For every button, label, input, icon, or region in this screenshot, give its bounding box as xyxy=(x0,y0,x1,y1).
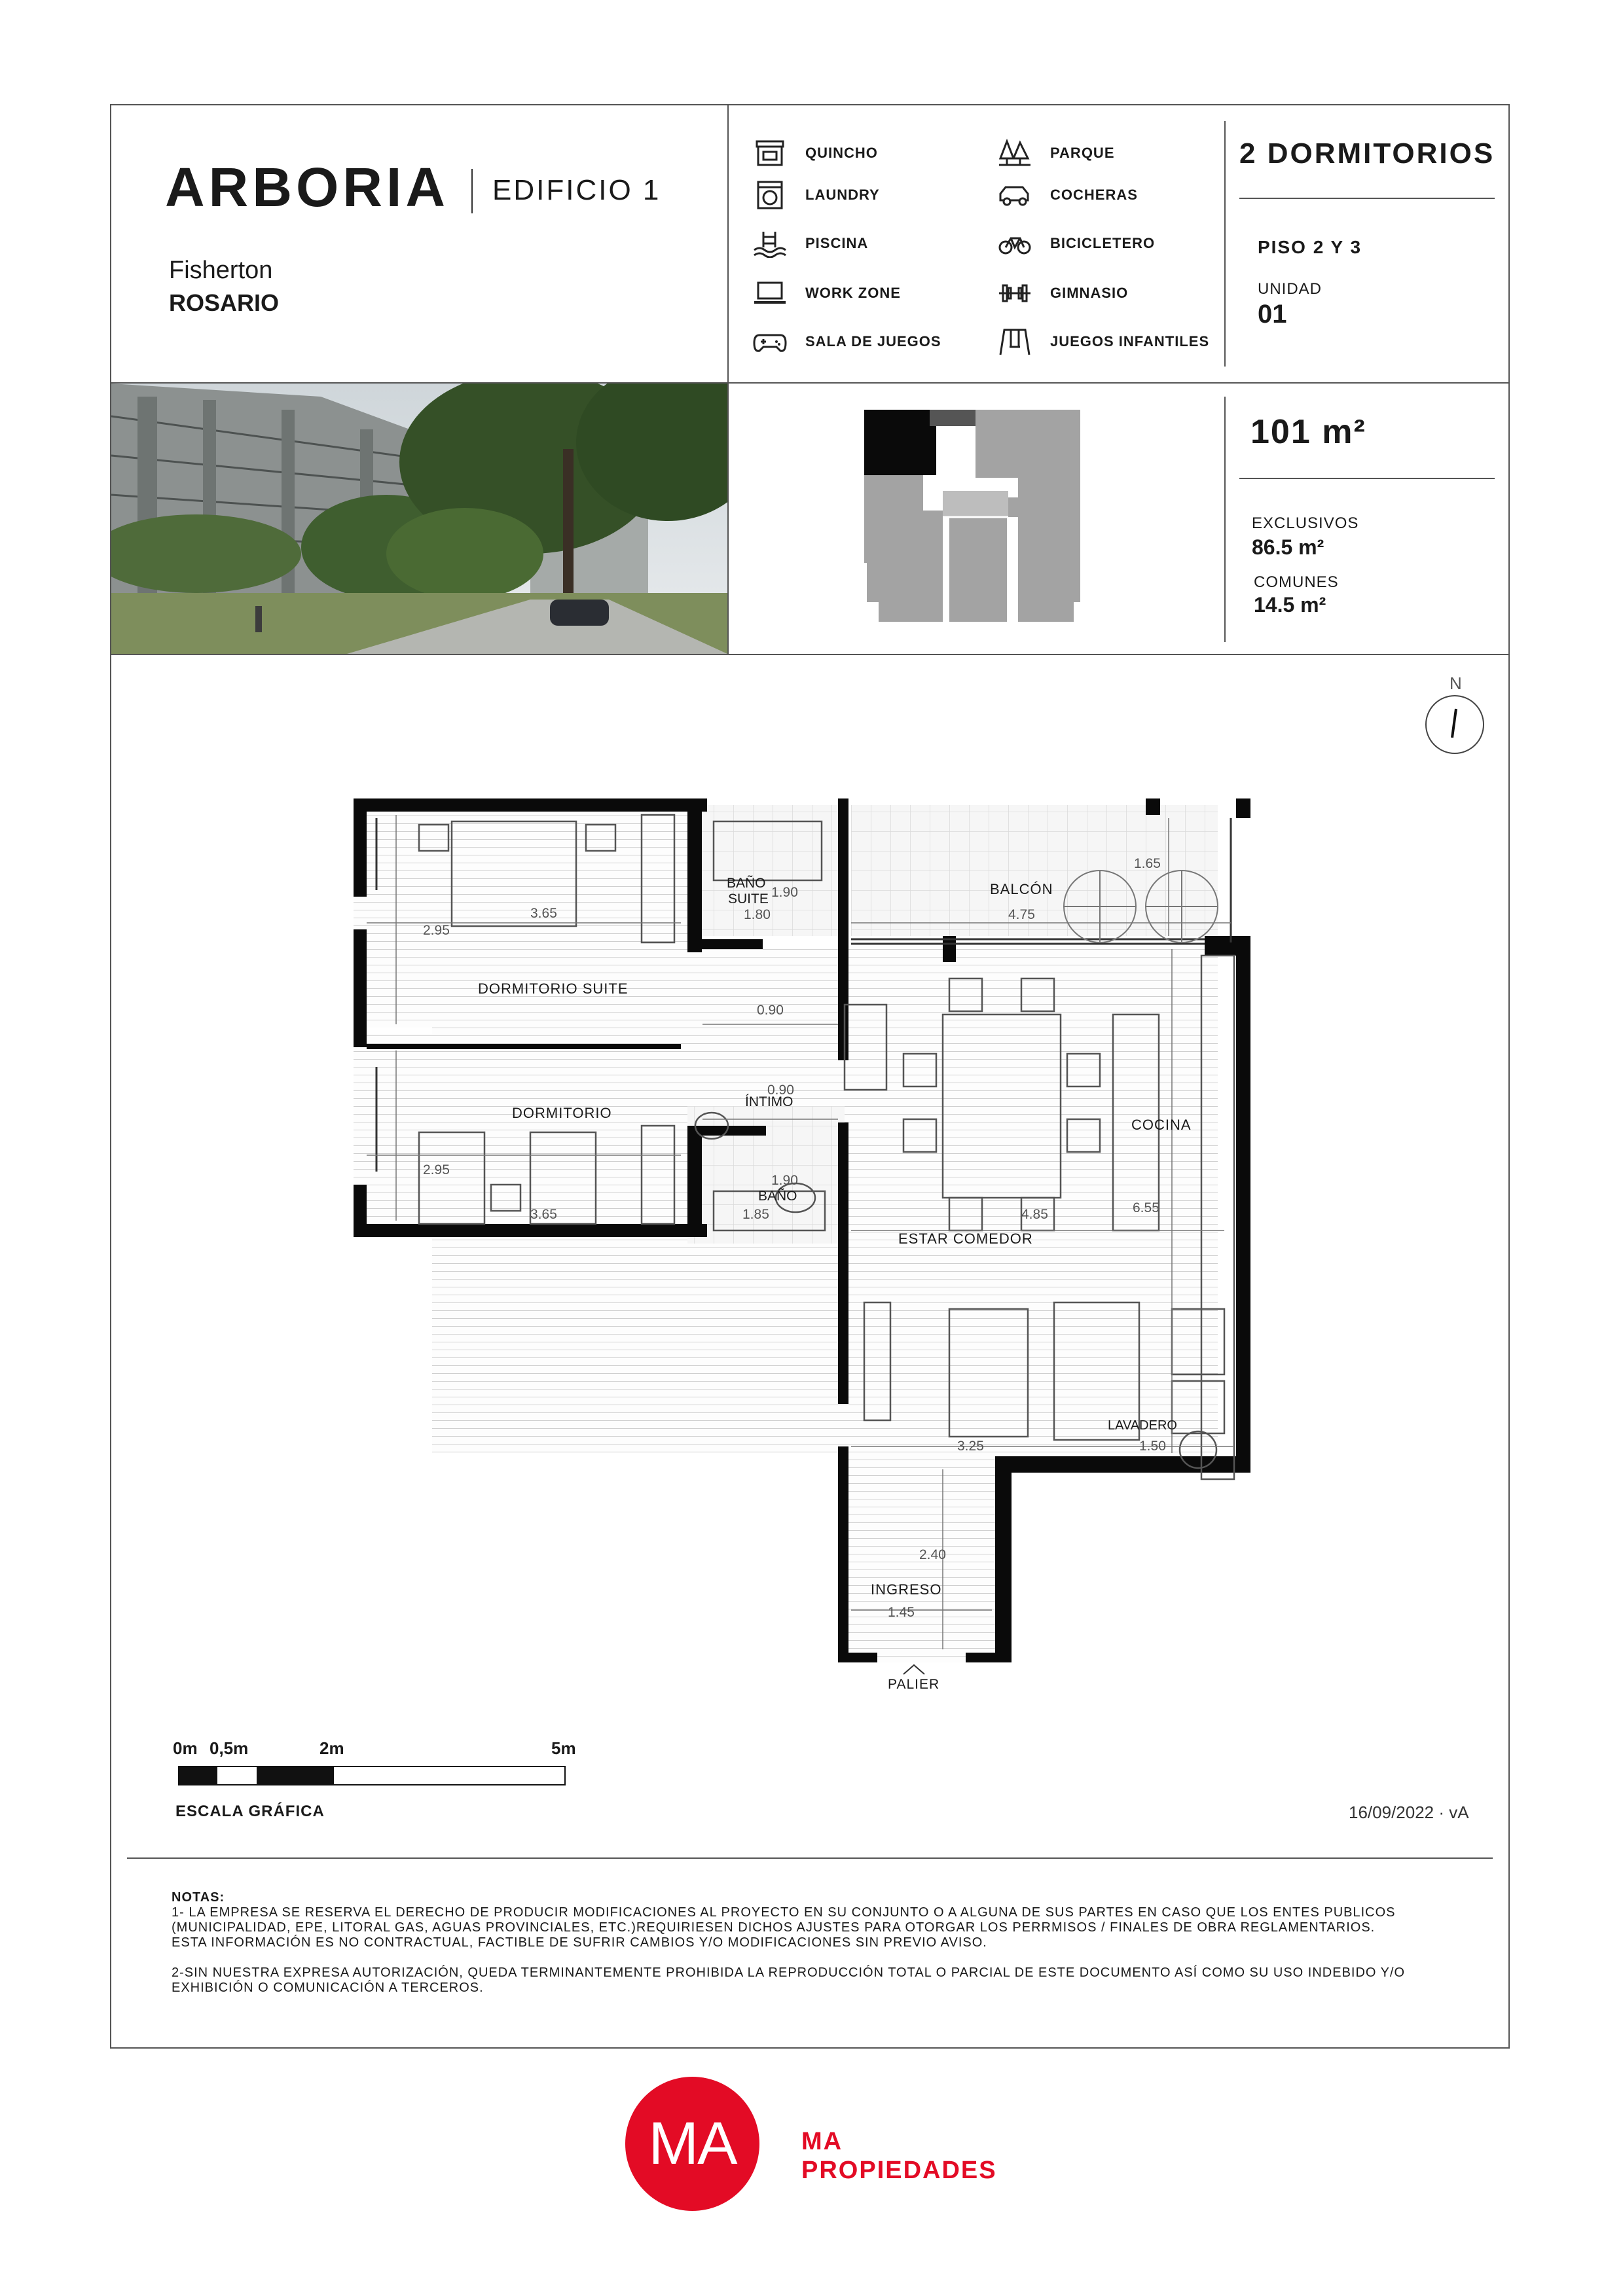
floor-label: PISO 2 Y 3 xyxy=(1258,237,1362,257)
exclusive-label: EXCLUSIVOS xyxy=(1252,514,1359,532)
locality-label: Fisherton xyxy=(169,257,273,284)
building-label: EDIFICIO 1 xyxy=(492,174,661,206)
unit-label: UNIDAD xyxy=(1258,280,1322,298)
amenity-gimnasio xyxy=(998,279,1128,308)
floor-plan xyxy=(340,792,1257,1669)
unit-type: 2 DORMITORIOS xyxy=(1239,137,1495,170)
palier-arrow xyxy=(902,1662,926,1676)
amenity-label: SALA DE JUEGOS xyxy=(805,333,941,350)
amenity-label: JUEGOS INFANTILES xyxy=(1050,333,1210,350)
amenity-parque xyxy=(998,139,1115,168)
dim-b-width: 1.85 xyxy=(742,1207,769,1222)
dim-d-height: 2.95 xyxy=(423,1162,450,1177)
room-balcon: BALCÓN xyxy=(990,881,1053,897)
scale-segment xyxy=(179,1767,217,1784)
swing-icon xyxy=(998,327,1032,356)
room-dormitorio-suite: DORMITORIO SUITE xyxy=(478,980,629,997)
unit-left-divider-top xyxy=(1224,121,1226,367)
unit-type-rule xyxy=(1239,198,1495,199)
city-label: ROSARIO xyxy=(169,289,280,316)
unit-number: 01 xyxy=(1258,300,1287,329)
bicycle-icon xyxy=(998,229,1032,258)
exclusive-area: 86.5 m² xyxy=(1252,535,1324,559)
room-cocina: COCINA xyxy=(1131,1117,1192,1133)
dim-living-width: 3.25 xyxy=(957,1439,984,1454)
dim-balcon-width: 4.75 xyxy=(1008,907,1035,922)
amenity-label: GIMNASIO xyxy=(1050,285,1129,301)
notes-block xyxy=(172,1890,1474,1996)
room-bano-suite-1: BAÑO xyxy=(727,876,766,891)
dim-d-width: 3.65 xyxy=(530,1207,557,1222)
dim-lavadero-width: 1.50 xyxy=(1139,1439,1166,1454)
dim-ingreso-height: 2.40 xyxy=(919,1547,946,1562)
dim-ds-height: 2.95 xyxy=(423,923,450,938)
notes-title: NOTAS: xyxy=(172,1890,225,1905)
amenity-sala-juegos xyxy=(753,327,941,356)
north-arrow xyxy=(1422,673,1487,756)
dim-balcon-height: 1.65 xyxy=(1134,856,1161,871)
dumbbell-icon xyxy=(998,279,1032,308)
notes-divider xyxy=(127,1857,1493,1859)
gamepad-icon xyxy=(753,327,787,356)
amenity-label: QUINCHO xyxy=(805,145,878,161)
amenity-cocheras xyxy=(998,181,1138,209)
car-icon xyxy=(998,181,1032,209)
amenity-label: PISCINA xyxy=(805,235,869,251)
title-separator xyxy=(471,169,473,213)
unit-left-divider-bottom xyxy=(1224,397,1226,642)
pool-icon xyxy=(753,229,787,258)
room-bano-suite-2: SUITE xyxy=(728,891,769,906)
washing-machine-icon xyxy=(753,181,787,209)
common-label: COMUNES xyxy=(1254,573,1339,591)
amenity-laundry xyxy=(753,181,880,209)
amenity-label: COCHERAS xyxy=(1050,187,1138,203)
room-intimo: ÍNTIMO xyxy=(745,1094,793,1109)
project-title: ARBORIA xyxy=(165,156,449,218)
note-2b: EXHIBICIÓN O COMUNICACIÓN A TERCEROS. xyxy=(172,1981,484,1995)
scale-label: ESCALA GRÁFICA xyxy=(175,1803,325,1820)
note-2a: 2-SIN NUESTRA EXPRESA AUTORIZACIÓN, QUEDA TERMINANTEMENTE PROHIBIDA LA REPRODUCCIÓN TOTAL O PARCIAL DE ESTE DOCUMENTO ASÍ COMO SU USO INDEBIDO Y/O xyxy=(172,1965,1406,1980)
north-label: N xyxy=(1450,673,1462,693)
dim-ingreso-width: 1.45 xyxy=(888,1605,915,1620)
scale-segment xyxy=(257,1767,334,1784)
room-dormitorio: DORMITORIO xyxy=(512,1105,612,1121)
brand-logo: MA xyxy=(625,2077,759,2211)
brand-name xyxy=(801,2127,997,2185)
amenity-quincho xyxy=(753,139,878,168)
amenity-bicicletero xyxy=(998,229,1155,258)
version-date: 16/09/2022 · vA xyxy=(1349,1803,1469,1822)
common-area: 14.5 m² xyxy=(1254,593,1326,617)
amenity-workzone xyxy=(753,279,901,308)
laptop-icon xyxy=(753,279,787,308)
dim-intimo-2: 0.90 xyxy=(767,1083,794,1098)
scale-tick-1: 0,5m xyxy=(210,1738,249,1758)
total-area: 101 m² xyxy=(1250,413,1366,451)
note-1b: (MUNICIPALIDAD, EPE, LITORAL GAS, AGUAS PROVINCIALES, ETC.)REQUIRIESEN DICHOS AJUSTES PARA OTORGAR LOS PERRMISOS / FINALES DE OBRA REGLAMENTARIOS. xyxy=(172,1920,1376,1935)
dim-ds-width: 3.65 xyxy=(530,906,557,921)
scale-tick-3: 5m xyxy=(551,1738,576,1758)
room-bano: BAÑO xyxy=(758,1189,797,1204)
scale-tick-0: 0m xyxy=(173,1738,198,1758)
grill-icon xyxy=(753,139,787,168)
brand-name-line1: MA xyxy=(801,2128,843,2155)
amenity-label: PARQUE xyxy=(1050,145,1115,161)
room-estar-comedor: ESTAR COMEDOR xyxy=(898,1230,1033,1247)
dim-ec-height: 6.55 xyxy=(1133,1200,1159,1215)
amenity-label: WORK ZONE xyxy=(805,285,901,301)
dim-bs-width: 1.80 xyxy=(744,907,771,922)
scale-tick-2: 2m xyxy=(319,1738,344,1758)
building-rendering xyxy=(111,384,727,654)
dim-bs-height: 1.90 xyxy=(771,885,798,900)
trees-icon xyxy=(998,139,1032,168)
dim-b-height: 1.90 xyxy=(771,1173,798,1188)
room-palier: PALIER xyxy=(888,1677,940,1692)
brand-name-line2: PROPIEDADES xyxy=(801,2157,997,2184)
dim-intimo-1: 0.90 xyxy=(757,1003,784,1018)
amenity-juegos-infantiles xyxy=(998,327,1209,356)
info-divider xyxy=(110,654,1510,655)
amenity-label: BICICLETERO xyxy=(1050,235,1156,251)
dim-ec-width: 4.85 xyxy=(1021,1207,1048,1222)
amenity-label: LAUNDRY xyxy=(805,187,880,203)
amenity-piscina xyxy=(753,229,868,258)
total-area-rule xyxy=(1239,478,1495,479)
note-1a: 1- LA EMPRESA SE RESERVA EL DERECHO DE PRODUCIR MODIFICACIONES AL PROYECTO EN SU CONJUNTO O A ALGUNA DE SUS PARTES EN CASO QUE LOS ENTES PUBLICOS xyxy=(172,1905,1396,1920)
floor-key-plan xyxy=(858,406,1087,628)
amenities-left-divider xyxy=(727,104,729,654)
graphic-scale-bar xyxy=(178,1766,566,1785)
room-lavadero: LAVADERO xyxy=(1108,1418,1177,1433)
room-ingreso: INGRESO xyxy=(871,1581,942,1598)
note-1c: ESTA INFORMACIÓN ES NO CONTRACTUAL, FACTIBLE DE SUFRIR CAMBIOS Y/O MODIFICACIONES SIN PREVIO AVISO. xyxy=(172,1935,987,1950)
